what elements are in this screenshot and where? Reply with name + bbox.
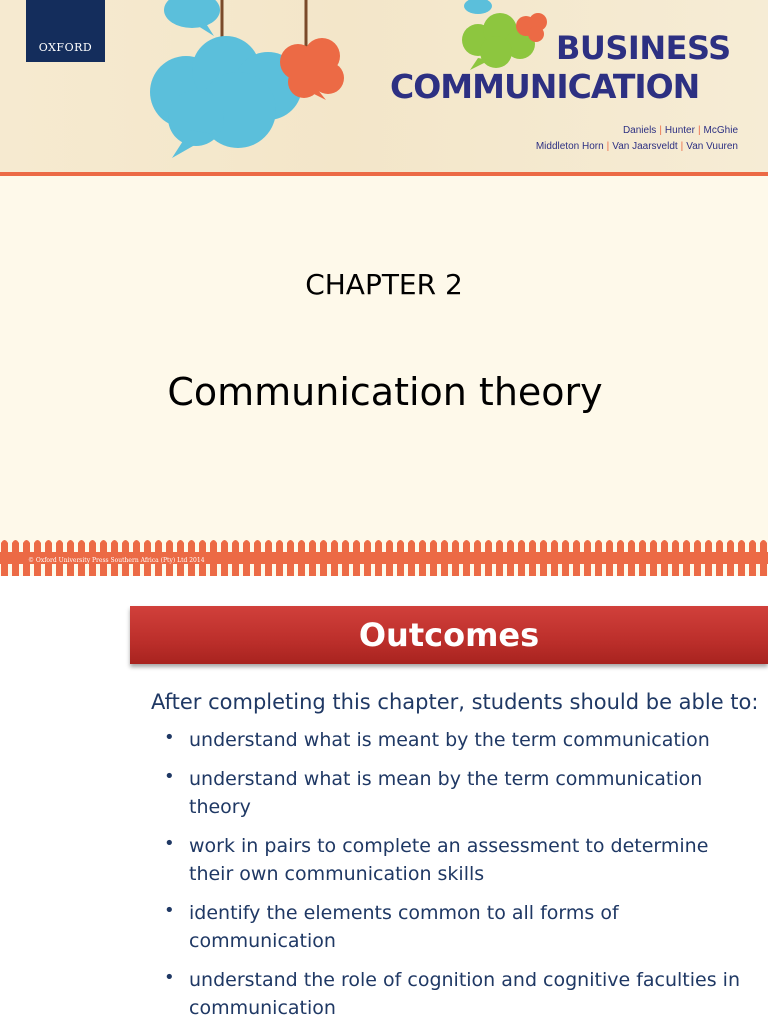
list-item xyxy=(162,899,752,955)
speech-bubble-small-teal-icon xyxy=(164,0,220,36)
fence-picket xyxy=(342,540,349,576)
fence-picket xyxy=(232,540,239,576)
bullet-icon: • xyxy=(164,900,175,921)
fence-picket xyxy=(529,540,536,576)
fence-picket xyxy=(353,540,360,576)
chapter-title: Communication theory xyxy=(167,370,603,414)
fence-picket xyxy=(672,540,679,576)
author-name: Van Jaarsveldt xyxy=(612,141,678,152)
fence-picket xyxy=(705,540,712,576)
fence-picket xyxy=(562,540,569,576)
fence-picket xyxy=(309,540,316,576)
outcomes-heading-bar xyxy=(130,606,768,664)
author-name: McGhie xyxy=(703,125,738,136)
fence-picket xyxy=(397,540,404,576)
speech-bubble-teal-icon xyxy=(150,36,302,158)
bullet-icon: • xyxy=(164,727,175,748)
fence-picket xyxy=(408,540,415,576)
fence-picket xyxy=(12,540,19,576)
fence-picket xyxy=(364,540,371,576)
authors-line2: Middleton Horn | Van Jaarsveldt | Van Vuuren xyxy=(535,141,738,152)
oxford-logo: OXFORD xyxy=(26,0,105,62)
chapter-label: CHAPTER 2 xyxy=(305,268,463,301)
fence-picket xyxy=(727,540,734,576)
fence-picket xyxy=(584,540,591,576)
fence-picket xyxy=(441,540,448,576)
banner-divider xyxy=(0,172,768,176)
list-item xyxy=(162,832,752,888)
fence-picket xyxy=(243,540,250,576)
outcomes-heading: Outcomes xyxy=(358,616,540,654)
fence-picket xyxy=(606,540,613,576)
fence-picket xyxy=(738,540,745,576)
fence-picket xyxy=(210,540,217,576)
fence-picket xyxy=(221,540,228,576)
book-title-line1: BUSINESS xyxy=(556,29,731,67)
authors-line1: Daniels | Hunter | McGhie xyxy=(622,125,738,136)
fence-picket xyxy=(496,540,503,576)
fence-picket xyxy=(463,540,470,576)
fence-picket xyxy=(639,540,646,576)
list-item xyxy=(162,726,752,754)
fence-picket xyxy=(661,540,668,576)
fence-picket xyxy=(430,540,437,576)
fence-picket xyxy=(331,540,338,576)
fence-picket xyxy=(1,540,8,576)
fence-picket xyxy=(551,540,558,576)
fence-picket xyxy=(540,540,547,576)
outcomes-list xyxy=(162,726,752,1033)
fence-picket xyxy=(287,540,294,576)
fence-picket xyxy=(254,540,261,576)
list-item-text: work in pairs to complete an assessment to determine their own communication skills xyxy=(189,835,709,885)
author-name: Daniels xyxy=(622,125,657,136)
fence-picket xyxy=(452,540,459,576)
fence-picket xyxy=(617,540,624,576)
fence-picket xyxy=(386,540,393,576)
fence-picket xyxy=(518,540,525,576)
fence-picket xyxy=(683,540,690,576)
fence-picket xyxy=(320,540,327,576)
bullet-icon: • xyxy=(164,833,175,854)
author-name: Hunter xyxy=(664,125,695,136)
outcomes-slide xyxy=(0,576,768,1024)
fence-picket xyxy=(276,540,283,576)
outcomes-intro: After completing this chapter, students should be able to: xyxy=(151,690,759,714)
list-item-text: understand what is meant by the term communication xyxy=(189,729,710,751)
fence-picket xyxy=(485,540,492,576)
fence-picket xyxy=(716,540,723,576)
fence-picket xyxy=(694,540,701,576)
fence-picket xyxy=(650,540,657,576)
fence-picket xyxy=(474,540,481,576)
list-item xyxy=(162,966,752,1022)
copyright-notice: © Oxford University Press Southern Africa (Pty) Ltd 2014 xyxy=(28,557,205,564)
bullet-icon: • xyxy=(164,967,175,988)
book-title-line2: COMMUNICATION xyxy=(390,67,700,106)
fence-picket xyxy=(419,540,426,576)
fence-picket xyxy=(298,540,305,576)
author-name: Middleton Horn xyxy=(535,141,604,152)
list-item xyxy=(162,765,752,821)
list-item-text: understand the role of cognition and cognitive faculties in communication xyxy=(189,969,740,1019)
fence-picket xyxy=(749,540,756,576)
fence-picket xyxy=(265,540,272,576)
fence-picket xyxy=(573,540,580,576)
list-item-text: understand what is mean by the term communication theory xyxy=(189,768,703,818)
fence-picket xyxy=(760,540,767,576)
author-name: Van Vuuren xyxy=(686,141,738,152)
bullet-icon: • xyxy=(164,766,175,787)
fence-picket xyxy=(375,540,382,576)
fence-picket xyxy=(507,540,514,576)
fence-picket xyxy=(595,540,602,576)
fence-picket xyxy=(628,540,635,576)
list-item-text: identify the elements common to all forms of communication xyxy=(189,902,619,952)
